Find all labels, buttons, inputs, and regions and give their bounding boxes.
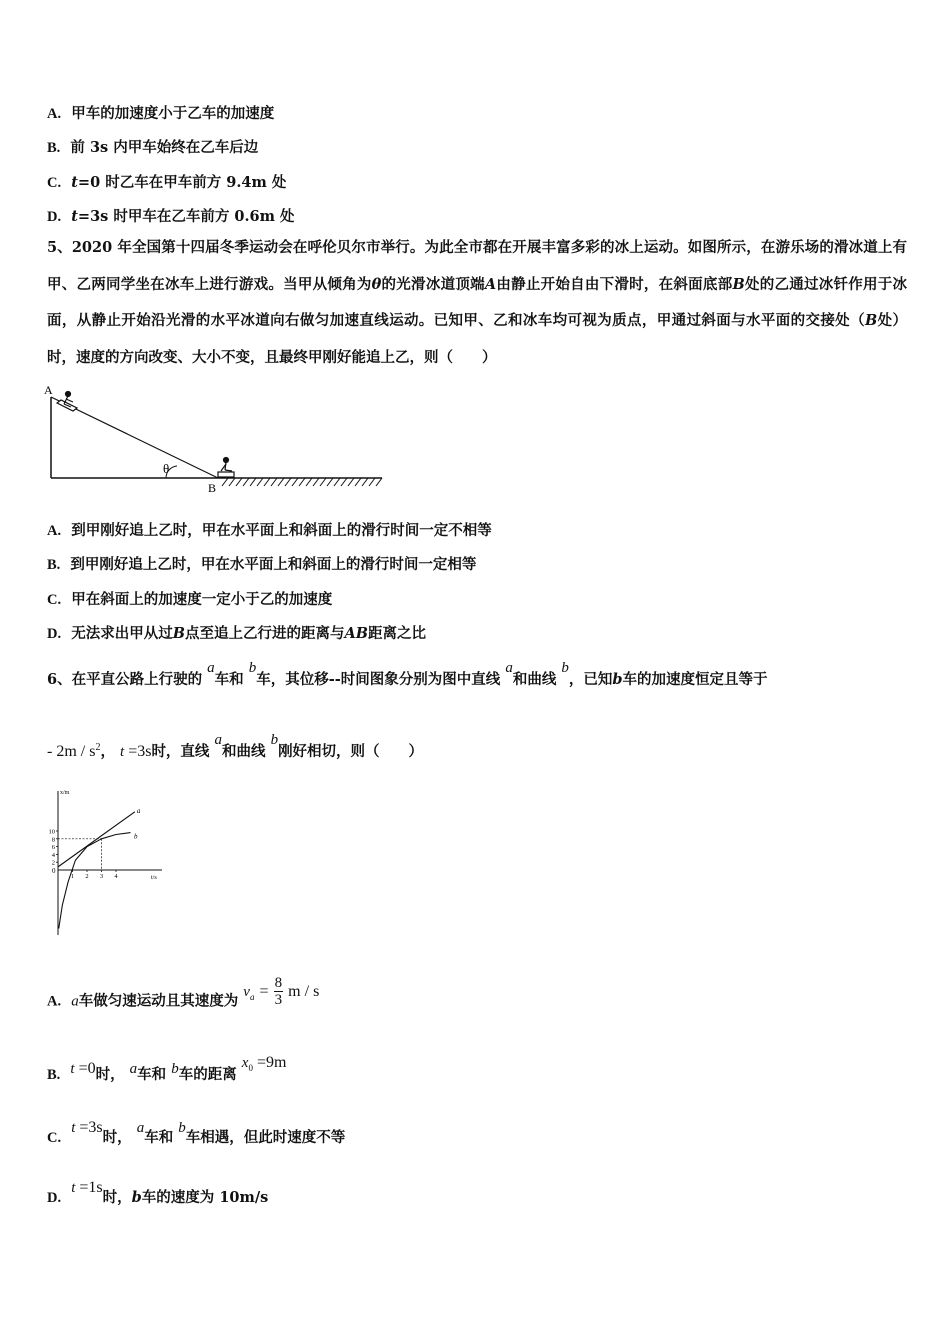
series-a-label: a <box>136 806 141 815</box>
q6-stem-part: ，已知 <box>568 671 613 688</box>
option-label: C. <box>47 1130 62 1146</box>
time-symbol: t <box>70 1061 75 1077</box>
option-text: 车做匀速运动且其速度为 <box>78 992 239 1010</box>
option-text: 到甲刚好追上乙时，甲在水平面上和斜面上的滑行时间一定相等 <box>70 556 477 573</box>
symbol-b: b <box>178 1120 186 1136</box>
x-tick-label: 2 <box>85 873 89 880</box>
position-time-chart <box>42 785 172 937</box>
label-b: B <box>208 481 217 495</box>
option-label: B. <box>47 557 61 573</box>
y-axis-label: x/m <box>60 790 70 796</box>
theta-symbol: θ <box>371 275 382 293</box>
option-label: B. <box>47 140 61 156</box>
y-tick-label: 2 <box>51 859 55 867</box>
q5-stem-part: 处）时，速度的方向改变、大小不变，且最终甲刚好能追上乙，则（ ） <box>47 312 907 366</box>
y-tick-label: 10 <box>48 828 55 836</box>
time-symbol: t <box>71 1120 76 1136</box>
velocity-unit: m / s <box>288 982 320 1000</box>
x-axis-label: t/s <box>151 875 157 881</box>
x-tick-label: 1 <box>70 873 75 880</box>
symbol-b: b <box>561 660 569 676</box>
option-label: C. <box>47 592 62 608</box>
q6-option-c <box>47 1119 346 1147</box>
series-a-line <box>58 812 135 867</box>
symbol-b: b <box>270 732 279 748</box>
q6-option-b <box>47 1054 287 1085</box>
q4-option-a <box>47 102 274 123</box>
option-text: 车的距离 <box>178 1066 237 1083</box>
sled-person-jia-icon <box>57 392 77 412</box>
q5-option-d <box>47 622 426 643</box>
equals-sign: = <box>259 982 269 1000</box>
q5-stem-part: 处的乙通过冰钎作用于冰面，从静止开始沿光滑的水平冰道向右做匀加速直线运动。已知甲、乙和冰车均可视为质点，甲通过斜面与水平面的交接处（ <box>47 275 908 329</box>
symbol-a: a <box>207 660 215 676</box>
time-symbol: t <box>71 208 78 225</box>
q5-option-b <box>47 553 476 574</box>
symbol-a: a <box>136 1120 145 1136</box>
point-a: A <box>484 275 497 293</box>
velocity-fraction <box>274 975 284 1008</box>
symbol-b: b <box>171 1061 179 1077</box>
q6-option-a <box>47 975 320 1018</box>
option-text: 甲车的加速度小于乙车的加速度 <box>71 105 275 122</box>
option-text: 点至追上乙行进的距离与 <box>184 625 345 642</box>
point-b: B <box>172 625 185 642</box>
series-b-curve <box>59 833 131 929</box>
sled-person-yi-icon <box>218 458 234 478</box>
q4-option-d <box>47 205 295 226</box>
q4-option-b <box>47 136 258 157</box>
q6-stem-part: 6、在平直公路上行驶的 <box>47 671 203 688</box>
time-value: =3s <box>75 1119 103 1136</box>
distance-value: =9m <box>252 1054 287 1071</box>
point-b: B <box>864 312 878 329</box>
q5-stem-part: 5、2020 年全国第十四届冬季运动会在呼伦贝尔市举行。为此全市都在开展丰富多彩的冰上运动。如图所示，在游乐场的滑冰道上有甲、乙两同学坐在冰车上进行游戏。当甲从倾角为 <box>47 239 907 293</box>
option-text: 车和 <box>137 1066 167 1083</box>
option-label: A. <box>47 993 62 1010</box>
option-text: 时， <box>95 1066 125 1083</box>
fraction-denominator: 3 <box>274 992 283 1008</box>
option-text: 前 3s 内甲车始终在乙车后边 <box>70 139 259 156</box>
q6-stem-part: 刚好相切，则（ ） <box>278 743 424 760</box>
option-label: A. <box>47 523 62 539</box>
distance-symbol: x <box>241 1055 249 1071</box>
q6-stem-part: 车和 <box>214 671 244 688</box>
q4-option-c <box>47 171 286 192</box>
option-text: 车相遇，但此时速度不等 <box>185 1129 346 1146</box>
incline-figure <box>40 380 390 498</box>
q5-stem-part: 由静止开始自由下滑时，在斜面底部 <box>496 275 733 293</box>
point-b: B <box>732 275 745 293</box>
option-text: 距离之比 <box>368 625 426 642</box>
origin-label: 0 <box>52 867 56 875</box>
option-label: D. <box>47 1190 62 1206</box>
q6-stem-part: 和曲线 <box>222 743 266 760</box>
segment-ab: AB <box>344 625 368 642</box>
time-symbol: t <box>71 174 78 191</box>
fraction-numerator: 8 <box>274 975 283 991</box>
symbol-b: b <box>612 671 623 688</box>
label-a: A <box>44 383 53 397</box>
ground-hatching <box>222 478 382 486</box>
option-text: =3s 时甲车在乙车前方 0.6m 处 <box>77 208 295 225</box>
q6-option-d <box>47 1179 269 1207</box>
symbol-a: a <box>214 732 222 748</box>
option-text: 到甲刚好追上乙时，甲在水平面上和斜面上的滑行时间一定不相等 <box>71 522 492 539</box>
option-text: 车和 <box>144 1129 174 1146</box>
option-label: A. <box>47 106 62 122</box>
x-tick-label: 3 <box>99 873 104 880</box>
y-tick-label: 4 <box>51 851 55 859</box>
symbol-a: a <box>71 993 79 1010</box>
symbol-b: b <box>131 1189 142 1206</box>
symbol-a: a <box>505 660 513 676</box>
symbol-b: b <box>248 660 257 676</box>
option-text: 无法求出甲从过 <box>71 625 173 642</box>
option-text: 时， <box>102 1129 132 1146</box>
q5-stem <box>47 230 907 376</box>
symbol-a: a <box>129 1061 138 1077</box>
acceleration-value: - 2m / s <box>47 743 96 760</box>
option-label: B. <box>47 1067 61 1083</box>
y-tick-label: 6 <box>51 844 55 852</box>
series-b-label: b <box>133 832 138 841</box>
option-text: 时， <box>102 1189 132 1206</box>
q5-option-a <box>47 519 492 540</box>
exponent: 2 <box>95 742 101 754</box>
time-value: =0 <box>74 1060 96 1077</box>
option-label: D. <box>47 209 62 225</box>
y-tick-label: 8 <box>51 836 55 844</box>
time-value: =3s <box>124 743 152 760</box>
q6-stem-part: 车的加速度恒定且等于 <box>622 671 768 688</box>
q5-stem-part: 的光滑冰道顶端 <box>381 275 485 293</box>
option-label: D. <box>47 626 62 642</box>
q6-stem-part: ， <box>100 743 115 760</box>
q6-stem-line2 <box>47 732 424 761</box>
x-tick-label: 4 <box>114 873 118 880</box>
q6-stem-part: 车，其位移--时间图象分别为图中直线 <box>256 671 501 688</box>
time-value: =1s <box>75 1179 103 1196</box>
option-label: C. <box>47 175 62 191</box>
time-symbol: t <box>71 1180 76 1196</box>
velocity-subscript: a <box>249 991 255 1002</box>
velocity-symbol: v <box>243 983 250 1000</box>
distance-subscript: 0 <box>248 1062 253 1073</box>
option-text: =0 时乙车在甲车前方 9.4m 处 <box>77 174 287 191</box>
option-text: 甲在斜面上的加速度一定小于乙的加速度 <box>71 591 333 608</box>
q6-stem-part: 时，直线 <box>151 743 210 760</box>
option-text: 车的速度为 10m/s <box>141 1189 269 1206</box>
q5-option-c <box>47 588 332 609</box>
time-symbol: t <box>120 744 125 760</box>
q6-stem-line1 <box>47 660 768 689</box>
q6-stem-part: 和曲线 <box>512 671 557 688</box>
theta-label: θ <box>163 461 170 476</box>
